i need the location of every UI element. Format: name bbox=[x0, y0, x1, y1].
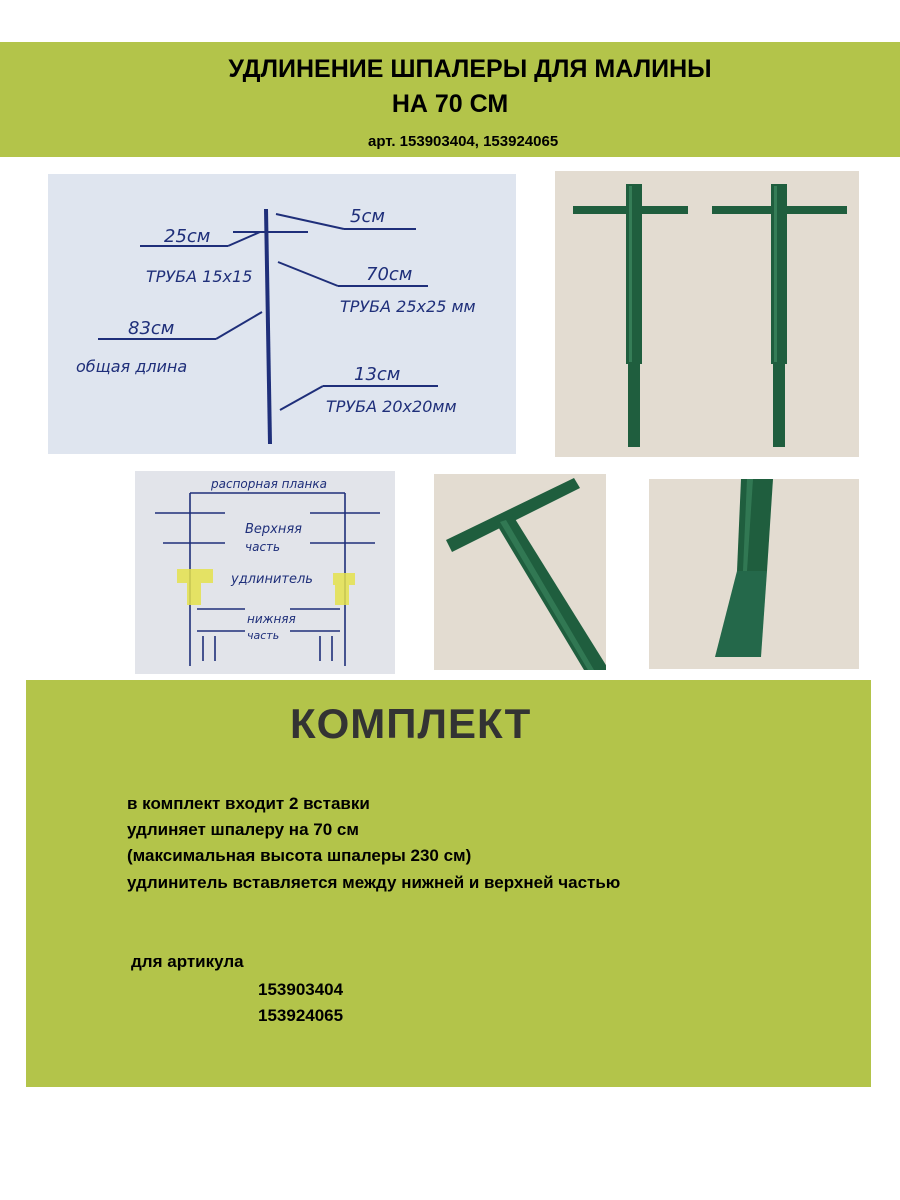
label-5cm: 5см bbox=[350, 206, 385, 227]
label-25cm: 25см bbox=[164, 226, 211, 247]
kit-line: (максимальная высота шпалеры 230 см) bbox=[127, 846, 472, 865]
kit-heading: КОМПЛЕКТ bbox=[290, 700, 532, 747]
kit-line: удлиняет шпалеру на 70 см bbox=[127, 820, 359, 839]
label-70cm: 70см bbox=[366, 264, 413, 285]
label-upper-part-1: Верхняя bbox=[245, 522, 303, 537]
label-spacer-bar: распорная планка bbox=[211, 477, 327, 491]
photo-t-joint bbox=[434, 474, 606, 670]
for-article-label: для артикула bbox=[131, 952, 244, 971]
label-lower-part-1: нижняя bbox=[247, 612, 296, 626]
kit-line: в комплект входит 2 вставки bbox=[127, 794, 370, 813]
article-number: 153903404 bbox=[258, 980, 344, 999]
label-pipe-20: ТРУБА 20х20мм bbox=[326, 397, 457, 416]
label-lower-part-2: часть bbox=[247, 629, 280, 642]
assembly-sketch bbox=[135, 471, 395, 674]
photo-two-posts bbox=[555, 171, 859, 457]
label-83cm: 83см bbox=[128, 318, 175, 339]
label-pipe-25: ТРУБА 25х25 мм bbox=[340, 297, 476, 316]
page-subtitle: НА 70 СМ bbox=[391, 90, 509, 118]
photo-tube-joint bbox=[649, 479, 859, 669]
label-13cm: 13см bbox=[354, 364, 401, 385]
label-total-length: общая длина bbox=[76, 357, 188, 376]
label-extender: удлинитель bbox=[231, 572, 313, 587]
article-numbers: арт. 153903404, 153924065 bbox=[368, 133, 559, 150]
dimension-sketch bbox=[48, 174, 516, 454]
article-number: 153924065 bbox=[258, 1006, 344, 1025]
label-pipe-15: ТРУБА 15х15 bbox=[146, 267, 253, 286]
label-upper-part-2: часть bbox=[245, 540, 281, 554]
kit-line: удлинитель вставляется между нижней и верхней частью bbox=[127, 873, 621, 892]
page-title: УДЛИНЕНИЕ ШПАЛЕРЫ ДЛЯ МАЛИНЫ bbox=[228, 55, 712, 83]
